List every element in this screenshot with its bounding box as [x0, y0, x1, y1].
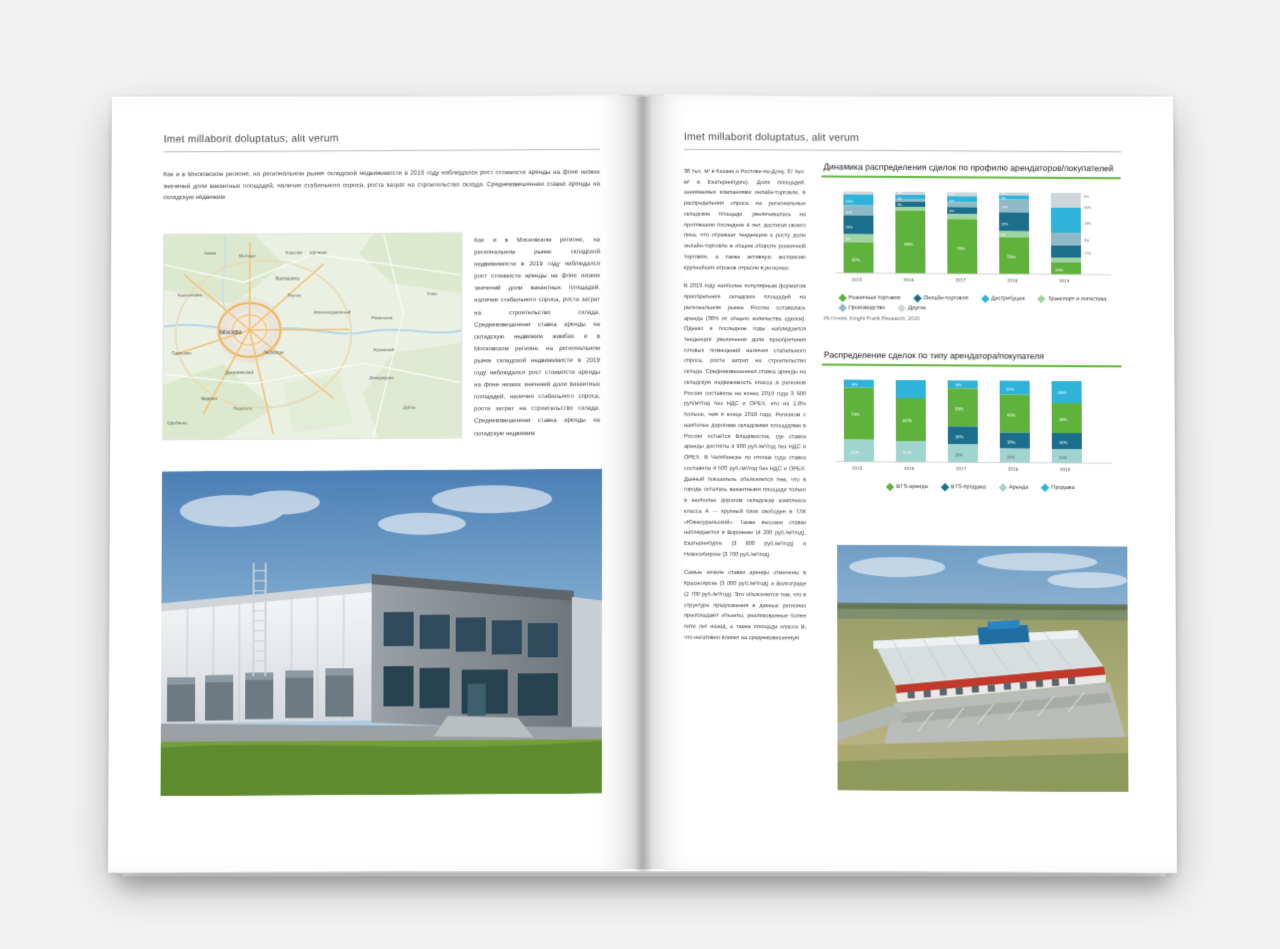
chart-2-title: Распределение сделок по типу арендатора/покупателя [822, 350, 1122, 368]
deal-type-chart [822, 350, 1122, 492]
svg-text:Дзержинский: Дзержинский [225, 369, 254, 376]
legend-swatch-retail [838, 294, 846, 302]
legend-item [899, 305, 926, 311]
svg-text:Королёв: Королёв [285, 250, 303, 256]
svg-text:Химки: Химки [203, 250, 217, 256]
svg-text:16%: 16% [1058, 439, 1068, 445]
legend-label: Онлайн-торговля [923, 295, 969, 302]
chart-1-graphic [821, 183, 1121, 292]
svg-text:70%: 70% [850, 411, 860, 417]
svg-text:14%: 14% [1001, 205, 1009, 210]
chart-2-legend [822, 483, 1122, 491]
svg-text:Подольск: Подольск [233, 405, 252, 411]
svg-text:2016: 2016 [903, 465, 915, 472]
svg-text:8%: 8% [845, 237, 851, 242]
svg-text:Щёлково: Щёлково [309, 249, 328, 255]
legend-item [887, 484, 928, 490]
svg-text:Балашиха: Балашиха [275, 275, 300, 283]
svg-text:2018: 2018 [1007, 278, 1018, 284]
svg-text:40%: 40% [1006, 412, 1016, 418]
svg-text:13%: 13% [1083, 221, 1092, 226]
svg-text:26%: 26% [1083, 205, 1092, 210]
left-lead-paragraph: Как и в Московском регионе, на региональном рынке складской недвижимости в 2019 году наблюдался рост стоимости аренды на фоне низких значений доли вакантных площадей, наличия стабильного спроса, роста затрат на строительство склада. Средневзвешенная ставка аренды на складскую недвижим [163, 168, 601, 202]
chart-1-title: Динамика распределения сделок по профилю арендаторов/покупателей [821, 162, 1120, 180]
svg-text:Домодедово: Домодедово [369, 375, 394, 381]
paragraph-1: 38 тыс. м² в Казани и Ростове-на-Дону, 37 тыс. м² в Екатеринбурге). Доля площадей, занимаемых компаниями онлайн-торговли, в распределении спроса на региональные складские площади, увеличивалась на протяжении последних 4 лет, достигая своего пика, что отражает тенденцию к росту доли онлайн-торговли в общем обороте розничной торговли, а также активную экспансию крупнейших игроков отрасли в регионах. [683, 168, 806, 272]
svg-text:1%: 1% [897, 190, 903, 195]
paragraph-2: В 2019 году наиболее популярным форматом приобретения складских площадей на региональном рынке России оставалась аренда (38% от общего количества сделок). Однако в последние годы наблюдается тенденция увеличения доли приобретения готовых помещений наличия стабильного спроса, роста затрат на строительство склада. Средневзвешенная ставка аренды на складскую недвижимость класса А регионов России составила на конец 2019 года 3 600 руб/м²/год без НДС и OPEX, что на 2,8% больше, чем в конце 2018 года. Регионом с наиболее дорогими складскими площадями в России остаётся Владивосток, где ставка аренды достигла 4 900 руб./м²/год без НДС и OPEX. В Челябинске по итогам года ставка составила 4 500 руб./м²/год без НДС и OPEX. Данный показатель объясняется тем, что в городе осталась вакантными площади только в наиболее дорогом складском комплексе класса А — крупный блок свободен в ТЛК «Южноуральский». Также высокие ставки наблюдаются в Воронеже (4 200 руб./м²/год), Екатеринбурге (3 800 руб./м²/год) и Новосибирске (3 700 руб./м²/год). [683, 283, 807, 558]
legend-swatch-rent [999, 483, 1007, 491]
svg-text:Мытищи: Мытищи [238, 253, 256, 259]
svg-text:2015: 2015 [851, 465, 863, 471]
legend-swatch-bts-rent [886, 483, 894, 491]
legend-item [942, 484, 986, 490]
svg-text:3%: 3% [1001, 196, 1006, 201]
left-side-paragraph: Как и в Московском регионе, на региональном рынке складской недвижимости в 2019 году наблюдался рост стоимости аренды на фоне низких значений доли вакантных площадей, наличия стабильного спроса, роста затрат на строительство склада. Средневзвешенная ставка аренды на складскую недвижим жимбах и в Московском регионе, на региональном рынке складской недвижимости в 2019 году наблюдался рост стоимости аренды на фоне низких значений доли вакантных площадей, наличия стабильного спроса, роста затрат на строительство склада. Средневзвешенная ставка аренды на складскую недвижим [474, 236, 601, 437]
chart-2-graphic [822, 372, 1122, 482]
warehouse-photo-graphic [161, 469, 602, 797]
svg-text:56%: 56% [1007, 254, 1016, 260]
svg-text:2017: 2017 [955, 277, 966, 283]
svg-text:3%: 3% [897, 196, 903, 201]
svg-text:Москва: Москва [219, 329, 242, 337]
svg-text:2018: 2018 [1007, 466, 1019, 472]
svg-text:18%: 18% [1006, 439, 1016, 445]
svg-text:2017: 2017 [955, 466, 967, 472]
svg-text:18%: 18% [954, 434, 964, 440]
svg-text:85%: 85% [904, 241, 914, 247]
legend-label: Аренда [1008, 484, 1029, 491]
chart-2-plot [822, 372, 1122, 482]
svg-text:Красногорск: Красногорск [177, 292, 202, 298]
svg-text:22%: 22% [850, 449, 860, 455]
legend-item [982, 296, 1025, 302]
svg-text:Щербинка: Щербинка [167, 420, 188, 426]
legend-label: BTS-аренда [896, 483, 928, 491]
right-running-head: Imet millaborit doluptatus, alit verum [684, 131, 1122, 153]
svg-text:39%: 39% [954, 406, 964, 412]
svg-text:Железнодорожный: Железнодорожный [313, 309, 351, 315]
svg-text:6%: 6% [1001, 233, 1007, 238]
svg-text:14%: 14% [1005, 386, 1015, 392]
legend-swatch-online [913, 294, 921, 302]
legend-swatch-distribution [981, 295, 989, 303]
svg-text:2%: 2% [949, 192, 955, 197]
svg-text:76%: 76% [956, 245, 966, 251]
svg-text:Клин: Клин [427, 291, 437, 297]
region-map[interactable] [162, 232, 462, 440]
legend-item [840, 295, 901, 301]
aerial-photo-graphic [837, 545, 1128, 793]
svg-text:Дубна: Дубна [403, 404, 416, 410]
legend-swatch-transport [1038, 295, 1046, 303]
chart-1-legend [822, 295, 1122, 313]
svg-text:15%: 15% [954, 452, 963, 458]
svg-text:2019: 2019 [1059, 278, 1070, 284]
left-page [108, 95, 642, 873]
right-text-column [684, 167, 806, 653]
legend-swatch-production [838, 304, 846, 312]
svg-text:5%: 5% [1083, 238, 1090, 243]
svg-text:8%: 8% [851, 381, 858, 387]
legend-label: Транспорт и логистика [1047, 296, 1107, 303]
svg-text:8%: 8% [955, 382, 962, 388]
warehouse-exterior-photo [161, 469, 602, 797]
svg-text:61%: 61% [902, 418, 913, 424]
svg-text:17%: 17% [1084, 251, 1092, 256]
svg-text:20%: 20% [1001, 222, 1009, 227]
svg-text:20%: 20% [1055, 267, 1064, 273]
svg-text:5%: 5% [949, 199, 955, 204]
svg-text:11%: 11% [845, 210, 853, 215]
legend-label: Розничная торговля [848, 295, 901, 302]
legend-item [1042, 485, 1074, 491]
svg-text:Видное: Видное [201, 396, 218, 402]
svg-text:26%: 26% [1057, 390, 1067, 396]
legend-label: Другое [908, 305, 926, 312]
legend-swatch-sale [1041, 484, 1049, 492]
legend-swatch-bts-sale [941, 483, 949, 491]
svg-text:9%: 9% [949, 209, 955, 214]
right-page [642, 95, 1177, 873]
map-graphic [163, 233, 461, 439]
svg-text:Жуковский: Жуковский [373, 347, 395, 353]
legend-item [840, 305, 885, 311]
magazine-spread [108, 97, 1177, 872]
svg-text:20%: 20% [845, 225, 853, 230]
svg-text:Реутов: Реутов [287, 292, 302, 298]
chart-1-plot [821, 183, 1121, 292]
svg-text:21%: 21% [902, 449, 912, 456]
svg-text:1%: 1% [1001, 191, 1006, 196]
legend-label: Продажа [1051, 484, 1075, 492]
svg-text:6%: 6% [1083, 194, 1089, 199]
svg-text:Люберцы: Люберцы [263, 349, 284, 355]
legend-label: Производство [848, 304, 886, 312]
svg-text:18%: 18% [1058, 416, 1068, 423]
left-running-head: Imet millaborit doluptatus, alit verum [164, 131, 601, 153]
legend-label: BTS-продажа [950, 484, 986, 491]
svg-text:2015: 2015 [851, 277, 862, 283]
svg-text:20%: 20% [1058, 454, 1067, 460]
aerial-warehouse-photo [837, 545, 1128, 793]
svg-text:13%: 13% [845, 199, 853, 204]
svg-text:2019: 2019 [1059, 466, 1071, 472]
svg-text:5%: 5% [897, 202, 903, 207]
legend-item [1039, 296, 1107, 302]
svg-text:Раменское: Раменское [371, 315, 393, 321]
legend-item [1000, 485, 1028, 491]
svg-text:32%: 32% [851, 257, 860, 263]
paragraph-3: Самые низкие ставки аренды отмечены в Красноярске (3 000 руб./м²/год) и Волгограде (2 700 руб./м²/год). Это объясняется тем, что в структуре предложения в данных регионах преобладают объекты, реализованные более пяти лет назад, а также площади класса B, что негативно влияет на средневзвешенную [684, 570, 807, 642]
svg-text:26%: 26% [1006, 454, 1015, 460]
svg-text:1%: 1% [845, 190, 851, 195]
chart-1-source: Источник: Knight Frank Research, 2020 [823, 315, 920, 323]
tenant-profile-chart [821, 162, 1121, 324]
svg-text:Одинцово: Одинцово [171, 350, 192, 356]
legend-swatch-other [898, 304, 906, 312]
legend-label: Дистрибуция [991, 295, 1025, 303]
legend-item [914, 295, 968, 301]
svg-text:2016: 2016 [903, 277, 914, 283]
